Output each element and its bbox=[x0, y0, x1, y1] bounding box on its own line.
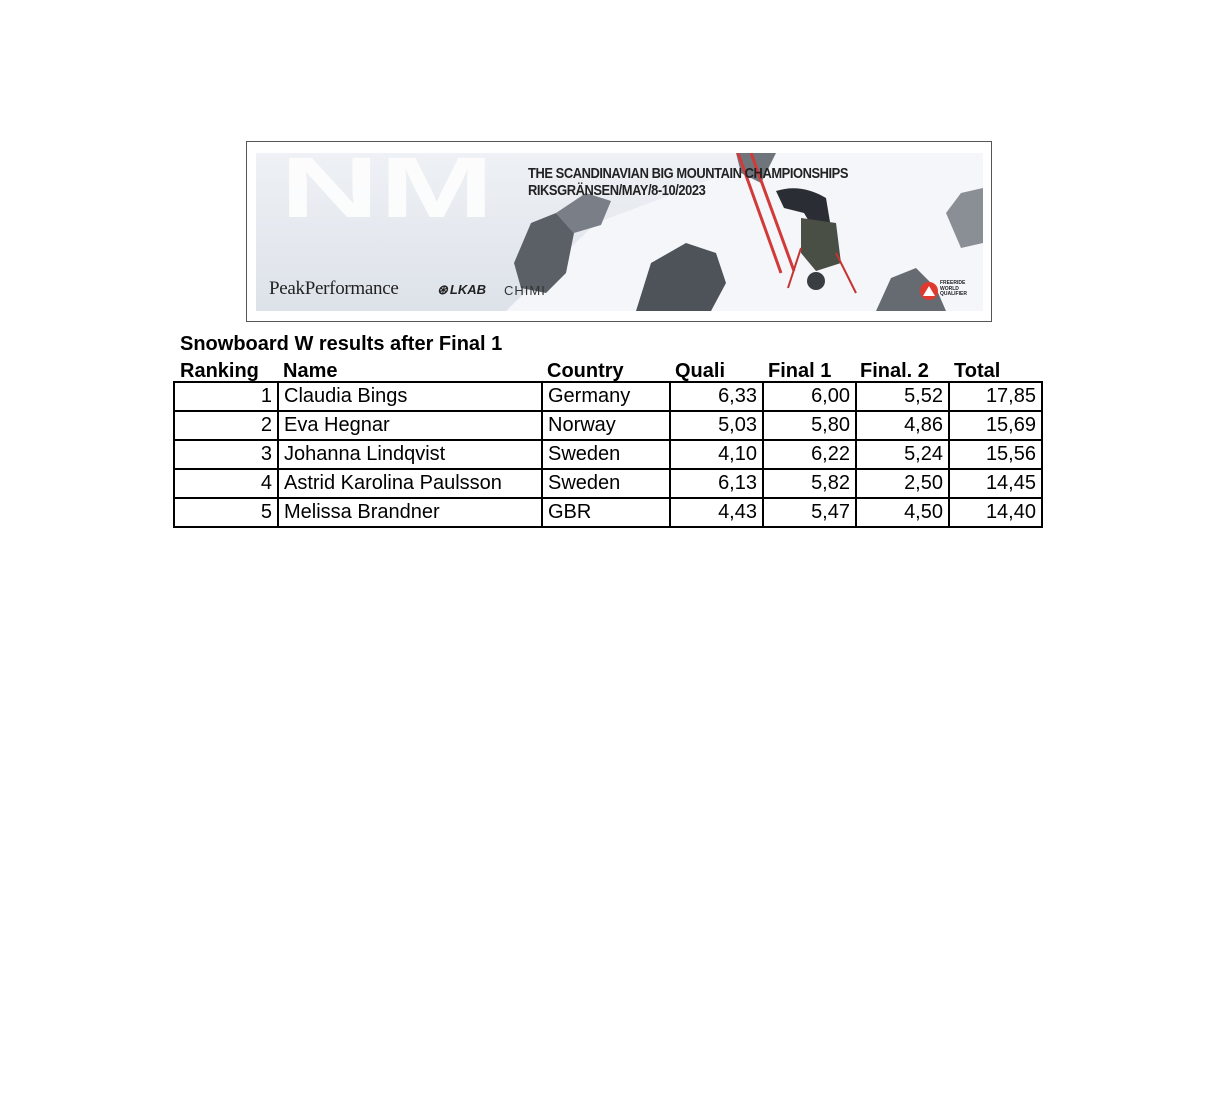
sponsor-chimi: CHIMI bbox=[504, 283, 546, 298]
cell-total: 17,85 bbox=[949, 382, 1042, 411]
cell-name: Melissa Brandner bbox=[278, 498, 542, 527]
freeride-world-qualifier-badge bbox=[920, 280, 980, 302]
nm-logo bbox=[280, 155, 540, 225]
table-row bbox=[174, 440, 1042, 469]
event-banner bbox=[246, 141, 992, 322]
cell-rank: 4 bbox=[174, 469, 278, 498]
cell-final2: 5,52 bbox=[856, 382, 949, 411]
results-table bbox=[173, 381, 1043, 528]
cell-final1: 5,82 bbox=[763, 469, 856, 498]
sponsor-lkab: ⊛ LKAB bbox=[437, 282, 487, 297]
cell-final2: 4,50 bbox=[856, 498, 949, 527]
mountain-icon bbox=[920, 282, 938, 300]
cell-country: Norway bbox=[542, 411, 670, 440]
cell-country: GBR bbox=[542, 498, 670, 527]
cell-total: 15,69 bbox=[949, 411, 1042, 440]
cell-name: Claudia Bings bbox=[278, 382, 542, 411]
cell-quali: 6,13 bbox=[670, 469, 763, 498]
table-row bbox=[174, 411, 1042, 440]
cell-final1: 6,22 bbox=[763, 440, 856, 469]
cell-quali: 4,43 bbox=[670, 498, 763, 527]
cell-country: Sweden bbox=[542, 440, 670, 469]
table-row bbox=[174, 498, 1042, 527]
svg-text:NM: NM bbox=[280, 155, 494, 225]
banner-image bbox=[256, 153, 983, 311]
cell-quali: 5,03 bbox=[670, 411, 763, 440]
cell-quali: 6,33 bbox=[670, 382, 763, 411]
cell-final1: 6,00 bbox=[763, 382, 856, 411]
table-row bbox=[174, 469, 1042, 498]
cell-rank: 5 bbox=[174, 498, 278, 527]
col-header-total: Total bbox=[954, 360, 1001, 382]
cell-final1: 5,80 bbox=[763, 411, 856, 440]
cell-rank: 1 bbox=[174, 382, 278, 411]
col-header-ranking: Ranking bbox=[180, 360, 259, 382]
table-row bbox=[174, 382, 1042, 411]
cell-total: 14,45 bbox=[949, 469, 1042, 498]
cell-total: 14,40 bbox=[949, 498, 1042, 527]
col-header-name: Name bbox=[283, 360, 338, 382]
col-header-country: Country bbox=[547, 360, 624, 382]
col-header-quali: Quali bbox=[675, 360, 726, 382]
cell-country: Sweden bbox=[542, 469, 670, 498]
cell-total: 15,56 bbox=[949, 440, 1042, 469]
cell-rank: 2 bbox=[174, 411, 278, 440]
cell-name: Eva Hegnar bbox=[278, 411, 542, 440]
cell-rank: 3 bbox=[174, 440, 278, 469]
banner-title bbox=[528, 165, 848, 199]
banner-title-line2: RIKSGRÄNSEN/MAY/8-10/2023 bbox=[528, 182, 706, 199]
results-heading: Snowboard W results after Final 1 bbox=[180, 333, 503, 355]
cell-country: Germany bbox=[542, 382, 670, 411]
cell-final2: 5,24 bbox=[856, 440, 949, 469]
banner-title-line1: THE SCANDINAVIAN BIG MOUNTAIN CHAMPIONSHIPS bbox=[528, 165, 849, 182]
cell-final2: 4,86 bbox=[856, 411, 949, 440]
cell-quali: 4,10 bbox=[670, 440, 763, 469]
sponsor-lkab-label: LKAB bbox=[449, 282, 487, 297]
cell-name: Astrid Karolina Paulsson bbox=[278, 469, 542, 498]
cell-name: Johanna Lindqvist bbox=[278, 440, 542, 469]
badge-text: FREERIDE WORLD QUALIFIER bbox=[940, 280, 967, 297]
sponsor-peak-performance: PeakPerformance bbox=[269, 278, 399, 299]
col-header-final1: Final 1 bbox=[768, 360, 832, 382]
cell-final1: 5,47 bbox=[763, 498, 856, 527]
col-header-final2: Final. 2 bbox=[860, 360, 929, 382]
cell-final2: 2,50 bbox=[856, 469, 949, 498]
